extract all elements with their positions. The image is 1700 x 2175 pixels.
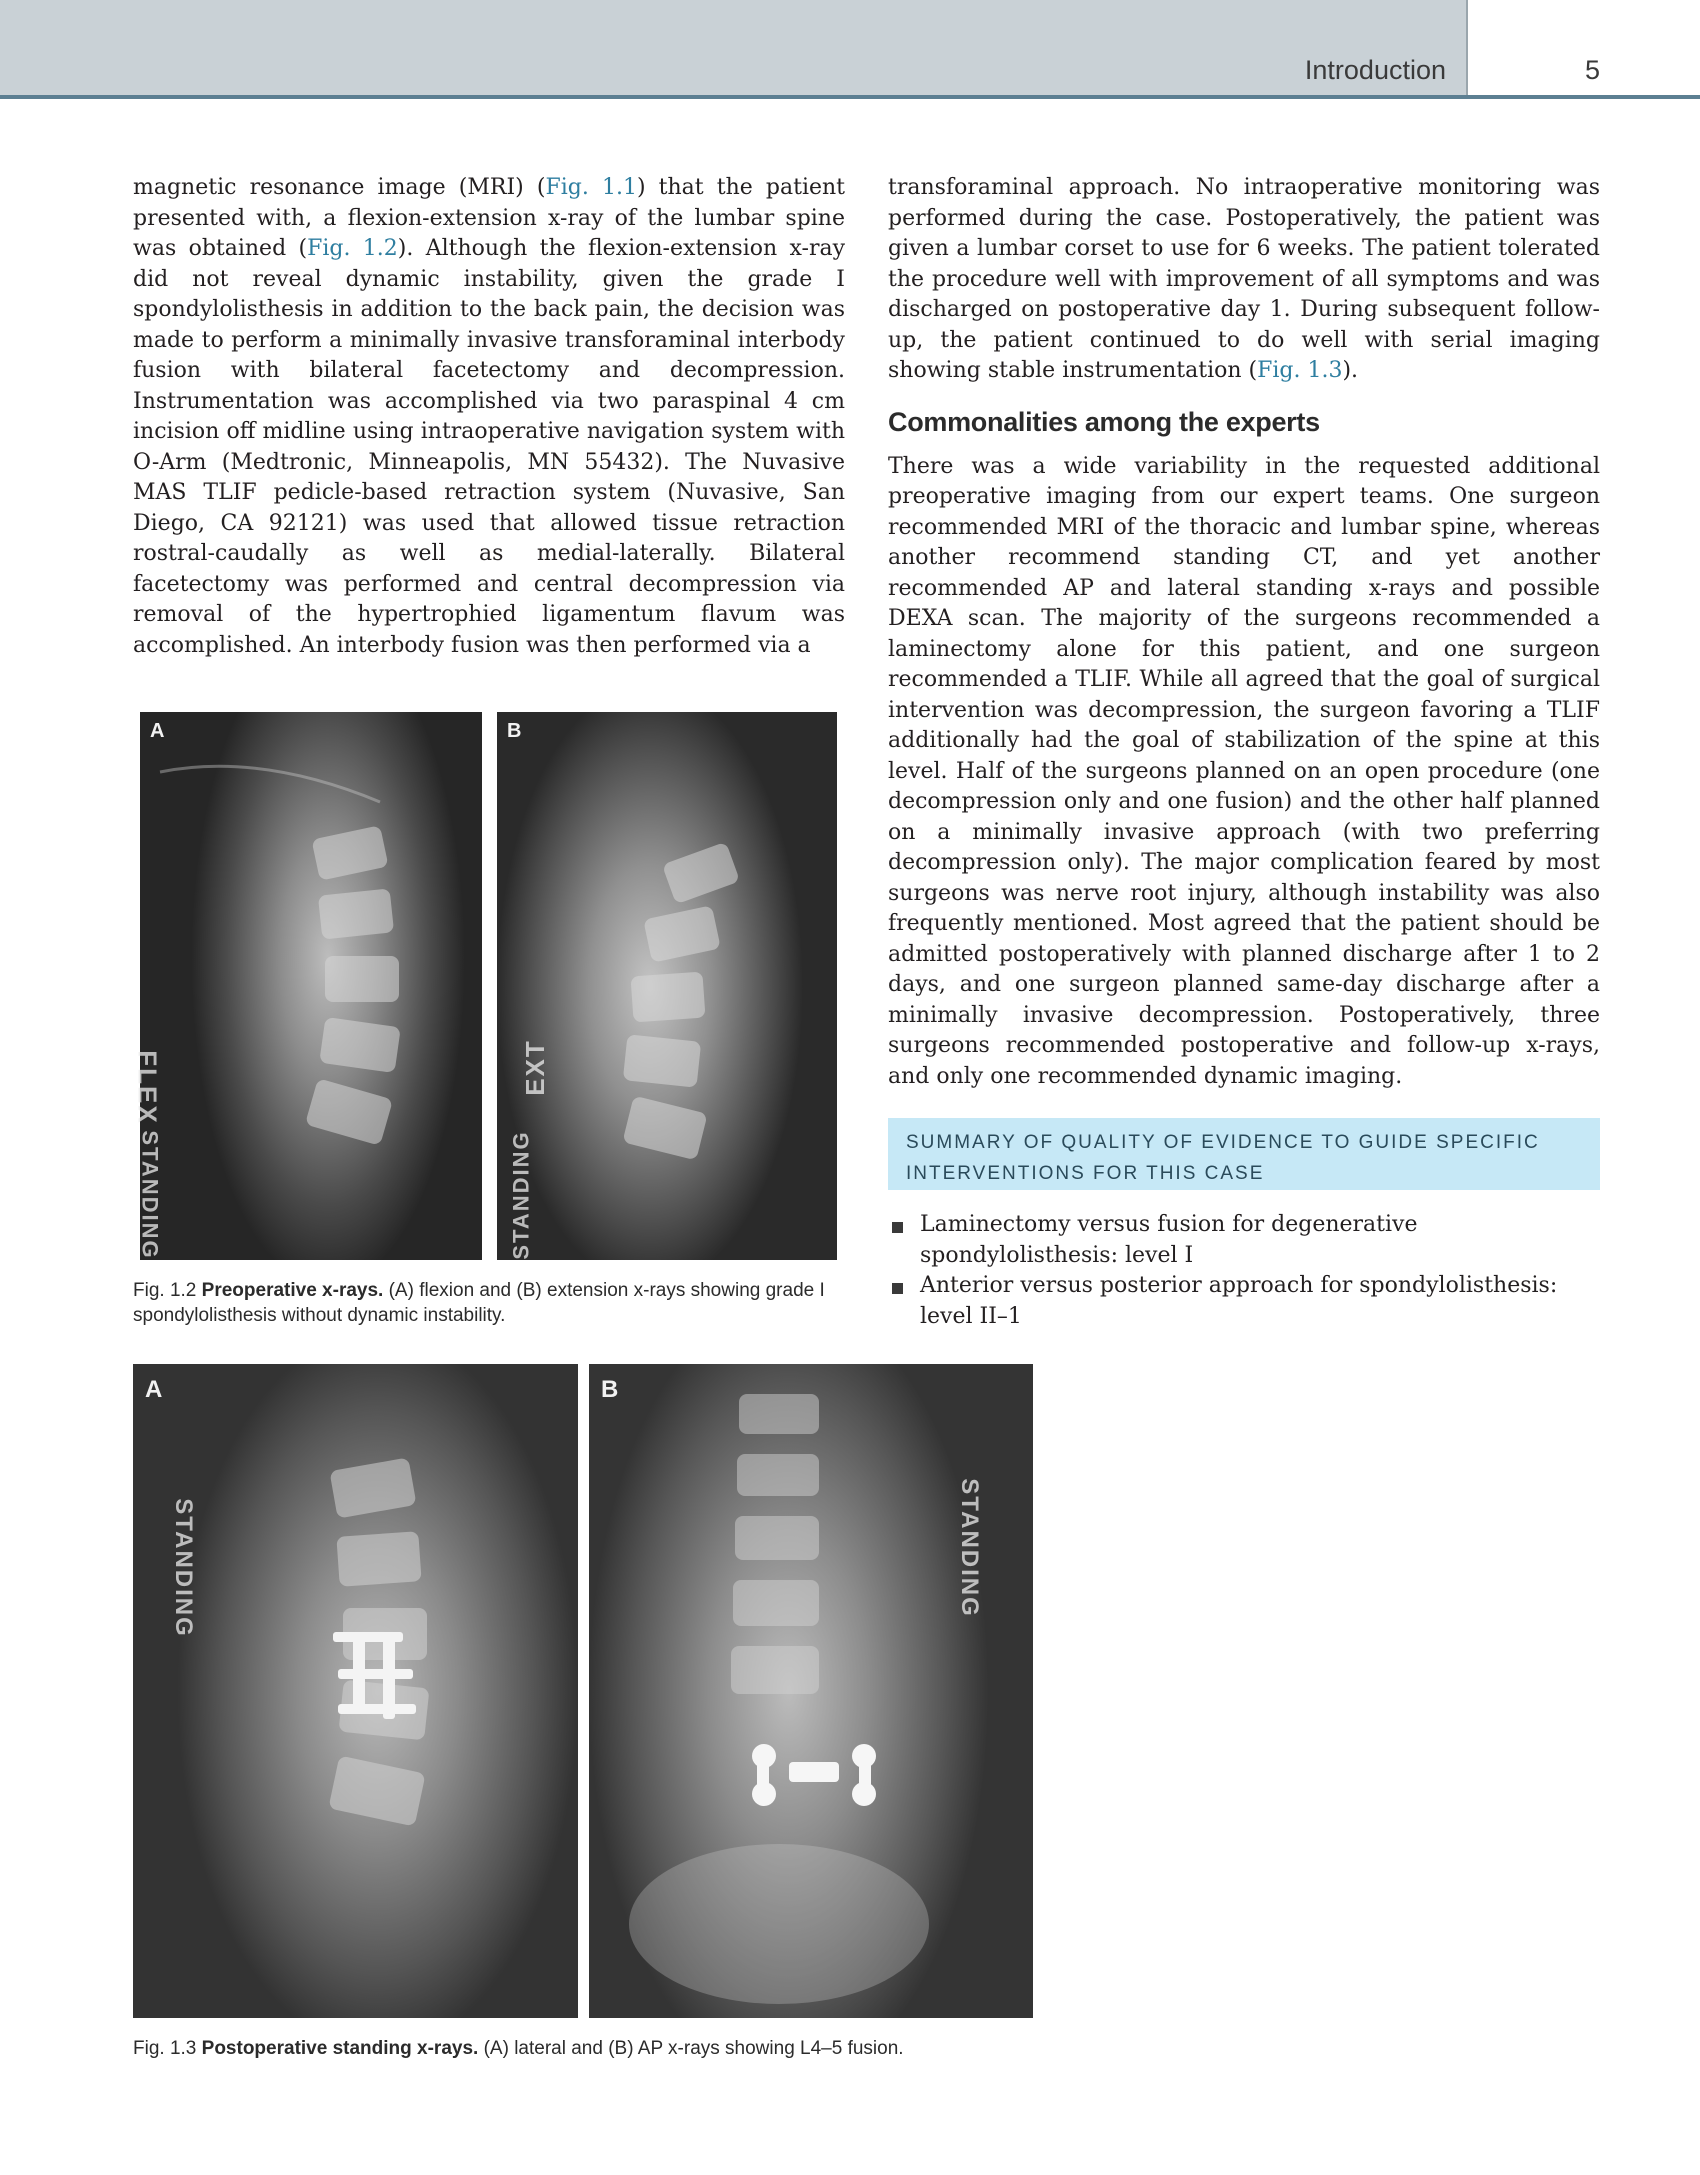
caption-text: (A) flexion and (B) extension x-rays showing grade I spondylolisthesis without dynamic instability. [133, 1280, 825, 1326]
xray-image-ap [589, 1364, 1033, 2018]
evidence-box-line: INTERVENTIONS FOR THIS CASE [906, 1163, 1265, 1184]
figure-reference-link[interactable]: Fig. 1.1 [545, 175, 637, 200]
caption-title: Preoperative x-rays. [201, 1280, 384, 1301]
evidence-box-line: SUMMARY OF QUALITY OF EVIDENCE TO GUIDE SPECIFIC [906, 1132, 1540, 1153]
figure-reference-link[interactable]: Fig. 1.2 [307, 236, 398, 261]
caption-title: Postoperative standing x-rays. [201, 2038, 479, 2059]
spine-hardware-icon [589, 1364, 1033, 2018]
list-item-text: Laminectomy versus fusion for degenerative spondylolisthesis: level I [920, 1212, 1418, 1268]
right-column-text [888, 173, 1600, 1092]
xray-image-extension [497, 712, 837, 1260]
panel-letter: B [601, 1376, 619, 1403]
text-run: ). [1342, 358, 1359, 383]
list-item [888, 1271, 1600, 1332]
text-run: ). Although the flexion-extension x-ray did not reveal dynamic instability, given the grade I spondylolisthesis in addition to the back pain, the decision was made to perform a minimally invasive transforaminal interbody fusion with bilateral facetectomy and decompression. Instrumentation was accomplished via two paraspinal 4 cm incision off midline using intraoperative navigation system with O-Arm (Medtronic, Minneapolis, MN 55432). The Nuvasive MAS TLIF pedicle-based retraction system (Nuvasive, San Diego, CA 92121) was used that allowed tissue retraction rostral-caudally as well as medial-laterally. Bilateral facetectomy was performed and central decompression via removal of the hypertrophied ligamentum flavum was accomplished. An interbody fusion was then performed via a [133, 236, 846, 658]
panel-letter: B [507, 720, 522, 742]
spine-hardware-icon [133, 1364, 578, 2018]
text-run: magnetic resonance image (MRI) ( [133, 175, 546, 200]
bullet-square-icon [892, 1283, 903, 1294]
xray-marker-text: STANDING [508, 1130, 534, 1260]
page-header [0, 0, 1700, 99]
caption-label: Fig. 1.3 [133, 2038, 197, 2059]
section-heading: Commonalities among the experts [888, 406, 1320, 437]
spine-silhouette-icon [497, 712, 837, 1260]
xray-marker-text: STANDING [169, 1498, 197, 1638]
xray-image-flexion [132, 712, 482, 1260]
xray-marker-text: FLEX [132, 1050, 163, 1125]
list-item [888, 1210, 1600, 1271]
caption-label: Fig. 1.2 [133, 1280, 197, 1301]
body-paragraph: There was a wide variability in the requested additional preoperative imaging from our expert teams. One surgeon recommended MRI of the thoracic and lumbar spine, whereas another recommend standing CT, and yet another recommended AP and lateral standing x-rays and possible DEXA scan. The majority of the surgeons recommended a laminectomy alone for this patient, and one surgeon recommended a TLIF. While all agreed that the goal of surgical intervention was decompression, the surgeon favoring a TLIF additionally had the goal of stabilization of the spine at this level. Half of the surgeons planned on an open procedure (one decompression only and one fusion) and the other half planned on a minimally invasive approach (with two preferring decompression only). The major complication feared by most surgeons was nerve root injury, although instability was also frequently mentioned. Most agreed that the patient should be admitted postoperatively with planned discharge after 1 to 2 days, and one surgeon planned same-day discharge after a minimally invasive decompression. Postoperatively, three surgeons recommended postoperative and follow-up x-rays, and only one recommended dynamic imaging. [888, 453, 1600, 1089]
xray-marker-text: EXT [519, 1039, 550, 1096]
bullet-square-icon [892, 1222, 903, 1233]
body-paragraph [888, 173, 1600, 387]
figure-caption [133, 1278, 853, 1328]
xray-marker-text: STANDING [137, 1130, 163, 1260]
figure-reference-link[interactable]: Fig. 1.3 [1257, 358, 1343, 383]
text-run: ) that the patient presented with, a flexion-extension x-ray of the lumbar spine was obtained ( [133, 175, 846, 261]
panel-letter: A [150, 720, 165, 742]
list-item-text: Anterior versus posterior approach for spondylolisthesis: level II–1 [920, 1273, 1558, 1329]
running-head-title: Introduction [1304, 55, 1446, 85]
left-column-text [133, 173, 845, 661]
body-paragraph [133, 173, 845, 661]
xray-image-lateral [133, 1364, 578, 2018]
spine-silhouette-icon [140, 712, 482, 1260]
header-page-box [1468, 0, 1700, 95]
caption-text: (A) lateral and (B) AP x-rays showing L4–5 fusion. [483, 2038, 904, 2059]
evidence-summary-box [888, 1118, 1600, 1190]
xray-marker-text: STANDING [955, 1478, 983, 1618]
page-number: 5 [1585, 55, 1601, 85]
panel-letter: A [145, 1376, 163, 1403]
text-run: transforaminal approach. No intraoperative monitoring was performed during the case. Postoperatively, the patient was given a lumbar corset to use for 6 weeks. The patient tolerated the procedure well with improvement of all symptoms and was discharged on postoperative day 1. During subsequent follow-up, the patient continued to do well with serial imaging showing stable instrumentation ( [888, 175, 1600, 383]
evidence-bullet-list [888, 1210, 1600, 1332]
figure-caption [133, 2036, 1133, 2061]
